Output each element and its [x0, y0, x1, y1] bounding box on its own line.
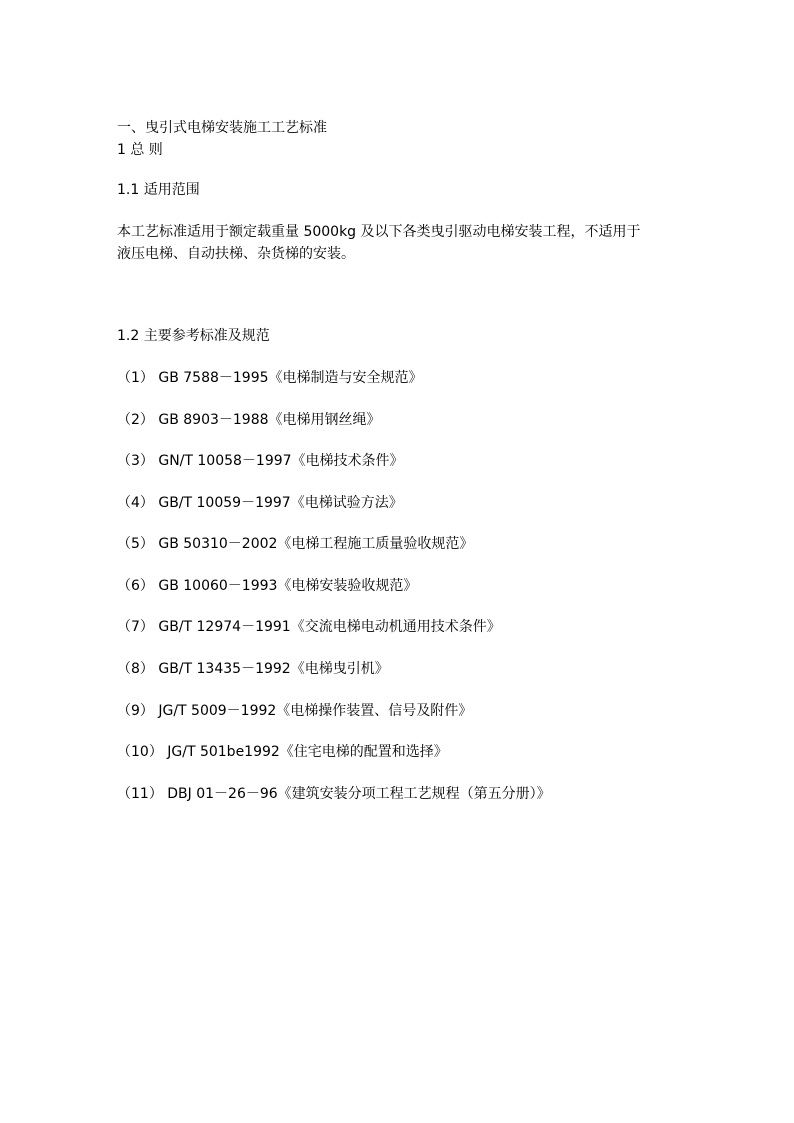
subsection-heading-scope: 1.1 适用范围 [117, 182, 200, 198]
section-heading-general: 1 总 则 [117, 142, 163, 158]
reference-item: （11） DBJ 01－26－96《建筑安装分项工程工艺规程（第五分册）》 [117, 786, 551, 802]
reference-item: （8） GB/T 13435－1992《电梯曳引机》 [117, 661, 389, 677]
reference-item: （3） GN/T 10058－1997《电梯技术条件》 [117, 453, 404, 469]
reference-item: （9） JG/T 5009－1992《电梯操作装置、信号及附件》 [117, 703, 473, 719]
scope-paragraph-line-1: 本工艺标准适用于额定载重量 5000kg 及以下各类曳引驱动电梯安装工程，不适用于 [117, 224, 641, 240]
reference-item: （5） GB 50310－2002《电梯工程施工质量验收规范》 [117, 536, 474, 552]
scope-paragraph-line-2: 液压电梯、自动扶梯、杂货梯的安装。 [117, 246, 355, 262]
reference-item: （4） GB/T 10059－1997《电梯试验方法》 [117, 495, 403, 511]
reference-item: （10） JG/T 501be1992《住宅电梯的配置和选择》 [117, 744, 448, 760]
reference-item: （2） GB 8903－1988《电梯用钢丝绳》 [117, 412, 381, 428]
document-title: 一、曳引式电梯安装施工工艺标准 [117, 120, 327, 136]
subsection-heading-references: 1.2 主要参考标准及规范 [117, 328, 270, 344]
reference-item: （7） GB/T 12974－1991《交流电梯电动机通用技术条件》 [117, 619, 501, 635]
reference-item: （1） GB 7588－1995《电梯制造与安全规范》 [117, 370, 423, 386]
reference-item: （6） GB 10060－1993《电梯安装验收规范》 [117, 578, 418, 594]
